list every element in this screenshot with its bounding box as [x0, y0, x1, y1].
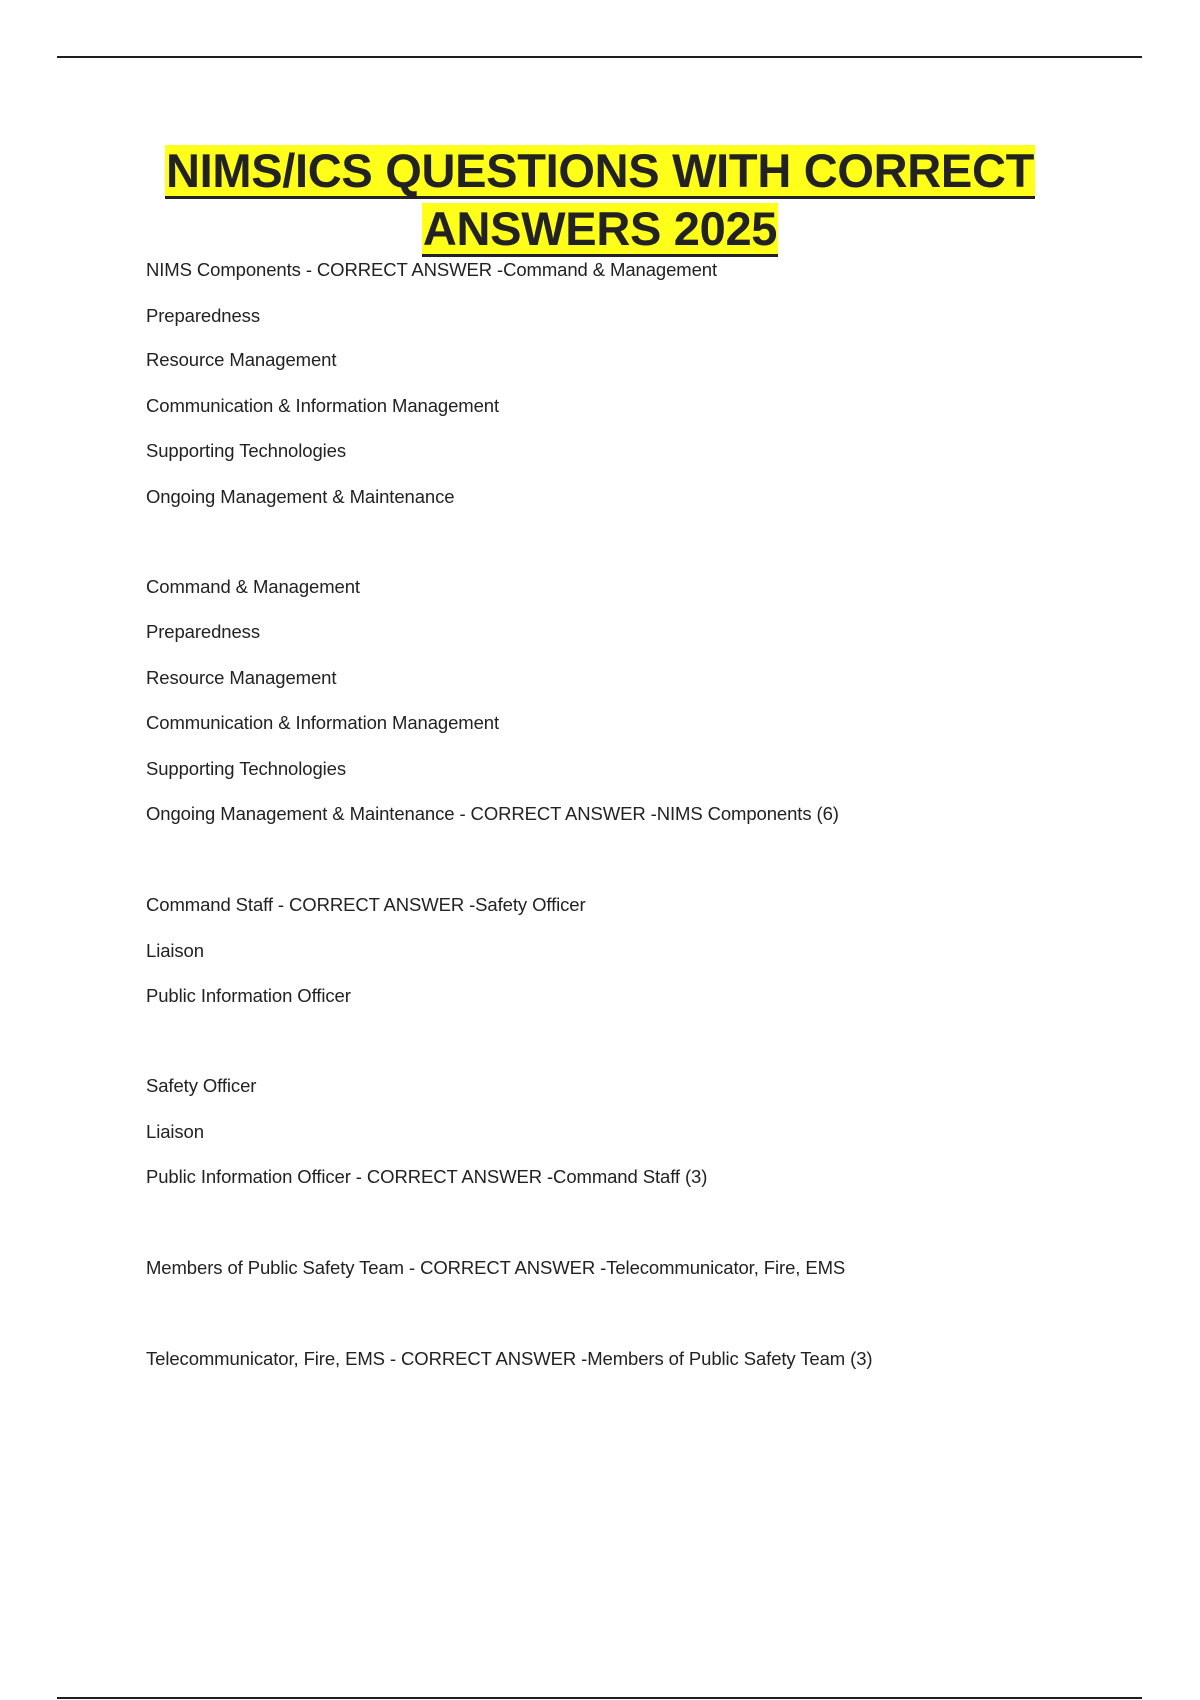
qa-line: Liaison: [146, 1121, 204, 1142]
qa-line: Supporting Technologies: [146, 440, 346, 461]
qa-line: Members of Public Safety Team - CORRECT ANSWER -Telecommunicator, Fire, EMS: [146, 1257, 846, 1278]
qa-line: Public Information Officer: [146, 985, 351, 1006]
qa-line: NIMS Components - CORRECT ANSWER -Command & Management: [146, 259, 718, 280]
qa-line: Preparedness: [146, 305, 260, 326]
qa-line: Preparedness: [146, 621, 260, 642]
qa-line: Ongoing Management & Maintenance: [146, 486, 455, 507]
qa-line: Public Information Officer - CORRECT ANSWER -Command Staff (3): [146, 1166, 708, 1187]
qa-line: Communication & Information Management: [146, 395, 500, 416]
qa-line: Communication & Information Management: [146, 712, 500, 733]
title-line-2: ANSWERS 2025: [422, 202, 778, 255]
footer-rule: [57, 1697, 1142, 1699]
qa-line: Ongoing Management & Maintenance - CORRECT ANSWER -NIMS Components (6): [146, 803, 839, 824]
qa-line: Liaison: [146, 940, 204, 961]
title-line-1: NIMS/ICS QUESTIONS WITH CORRECT: [165, 144, 1035, 197]
qa-line: Telecommunicator, Fire, EMS - CORRECT ANSWER -Members of Public Safety Team (3): [146, 1348, 873, 1369]
qa-line: Resource Management: [146, 667, 337, 688]
qa-line: Command & Management: [146, 576, 360, 597]
qa-line: Safety Officer: [146, 1075, 257, 1096]
document-title: [0, 143, 1200, 259]
qa-line: Command Staff - CORRECT ANSWER -Safety Officer: [146, 894, 586, 915]
header-rule: [57, 56, 1142, 58]
qa-line: Resource Management: [146, 349, 337, 370]
qa-line: Supporting Technologies: [146, 758, 346, 779]
